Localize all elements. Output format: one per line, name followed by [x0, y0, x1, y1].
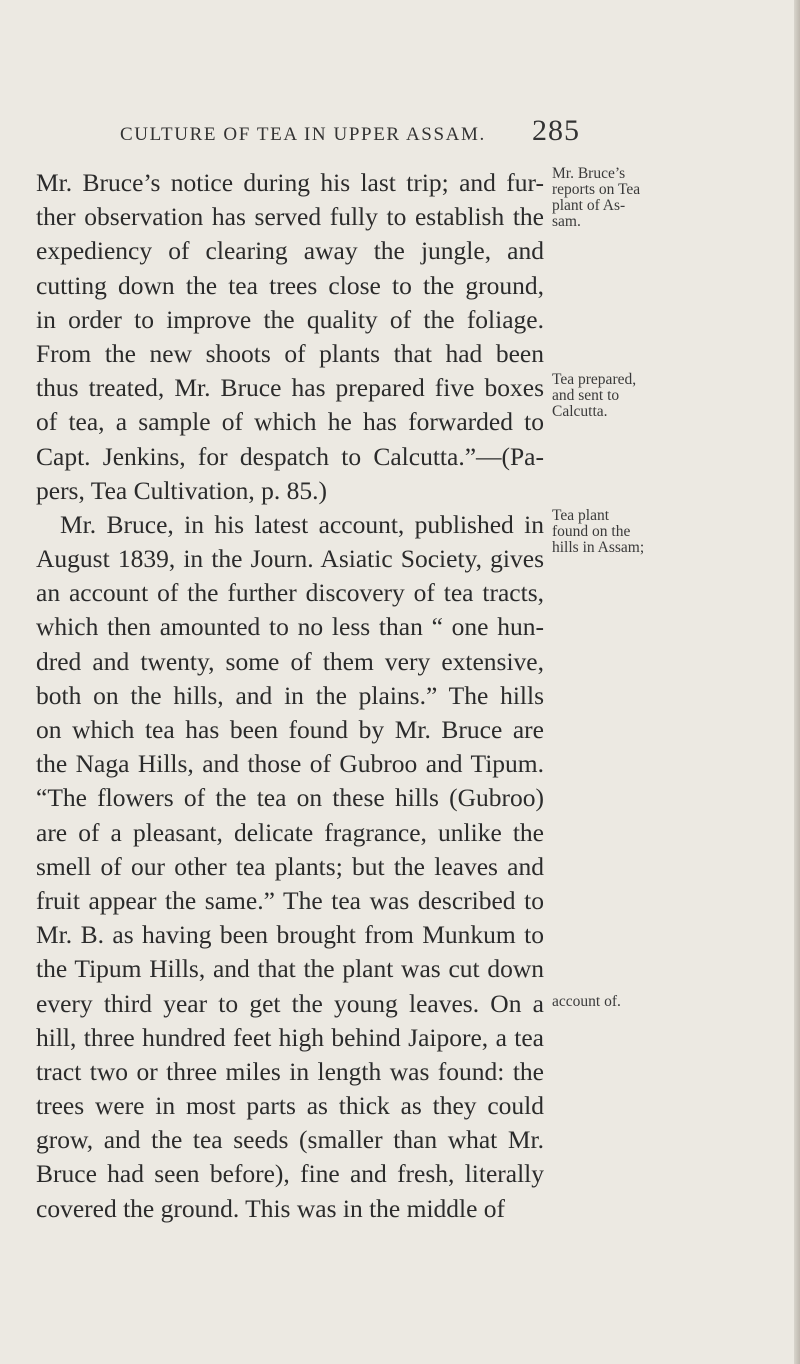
running-head: CULTURE OF TEA IN UPPER ASSAM.	[120, 124, 486, 145]
margin-note-line: and sent to	[552, 387, 620, 404]
text-line: Mr. Bruce’s notice during his last trip; and fur-	[36, 168, 544, 197]
text-line: both on the hills, and in the plains.” The hills	[36, 680, 544, 710]
margin-note	[552, 508, 792, 556]
text-line: tract two or three miles in length was found: the	[36, 1056, 544, 1086]
page-number: 285	[532, 114, 580, 147]
text-line: From the new shoots of plants that had been	[36, 338, 544, 368]
text-line: which then amounted to no less than “ one hun-	[36, 612, 544, 642]
page-edge-shadow	[794, 0, 800, 1364]
text-line: the Naga Hills, and those of Gubroo and Tipum.	[36, 749, 544, 779]
margin-note-line: account of.	[552, 993, 621, 1010]
text-line: trees were in most parts as thick as they could	[36, 1091, 544, 1121]
margin-note-line: hills in Assam;	[552, 539, 645, 556]
margin-note	[552, 994, 792, 1010]
text-line: an account of the further discovery of tea tracts,	[36, 578, 544, 608]
margin-note-line: found on the	[552, 523, 631, 540]
margin-note	[552, 166, 792, 230]
body-text	[36, 166, 544, 1226]
text-line: expediency of clearing away the jungle, and	[36, 236, 544, 266]
text-line: pers, Tea Cultivation, p. 85.)	[36, 475, 327, 505]
text-line: grow, and the tea seeds (smaller than what Mr.	[36, 1125, 544, 1155]
text-line: cutting down the tea trees close to the ground,	[36, 270, 544, 300]
text-line: fruit appear the same.” The tea was described to	[36, 885, 544, 915]
text-line: every third year to get the young leaves. On a	[36, 988, 544, 1018]
text-line: are of a pleasant, delicate fragrance, unlike the	[36, 817, 544, 847]
text-line: hill, three hundred feet high behind Jaipore, a tea	[36, 1022, 544, 1052]
margin-note-line: Mr. Bruce’s	[552, 165, 626, 182]
text-line: of tea, a sample of which he has forwarded to	[36, 407, 544, 437]
text-line: Capt. Jenkins, for despatch to Calcutta.”—(Pa-	[36, 441, 544, 471]
text-line: on which tea has been found by Mr. Bruce are	[36, 715, 544, 744]
text-line: August 1839, in the Journ. Asiatic Society, gives	[36, 544, 544, 574]
margin-note-line: Tea plant	[552, 507, 610, 524]
text-line: “The flowers of the tea on these hills (Gubroo)	[36, 783, 544, 813]
text-line: smell of our other tea plants; but the leaves and	[36, 851, 544, 881]
margin-note-line: Calcutta.	[552, 403, 608, 420]
text-line: Mr. Bruce, in his latest account, published in	[60, 509, 544, 539]
text-line: the Tipum Hills, and that the plant was cut down	[36, 954, 544, 984]
text-line: dred and twenty, some of them very extensive,	[36, 646, 544, 676]
text-line: Mr. B. as having been brought from Munkum to	[36, 920, 544, 950]
text-line: in order to improve the quality of the foliage.	[36, 304, 544, 334]
margin-note-line: plant of As-	[552, 197, 626, 214]
text-line: ther observation has served fully to establish the	[36, 202, 544, 232]
text-line: Bruce had seen before), fine and fresh, literally	[36, 1159, 544, 1189]
margin-note-line: reports on Tea	[552, 181, 641, 198]
page-header	[120, 114, 580, 148]
margin-note-line: Tea prepared,	[552, 371, 637, 388]
margin-note	[552, 372, 792, 420]
text-line: thus treated, Mr. Bruce has prepared five boxes	[36, 373, 544, 403]
text-line: covered the ground. This was in the middle of	[36, 1193, 506, 1223]
margin-note-line: sam.	[552, 213, 581, 230]
